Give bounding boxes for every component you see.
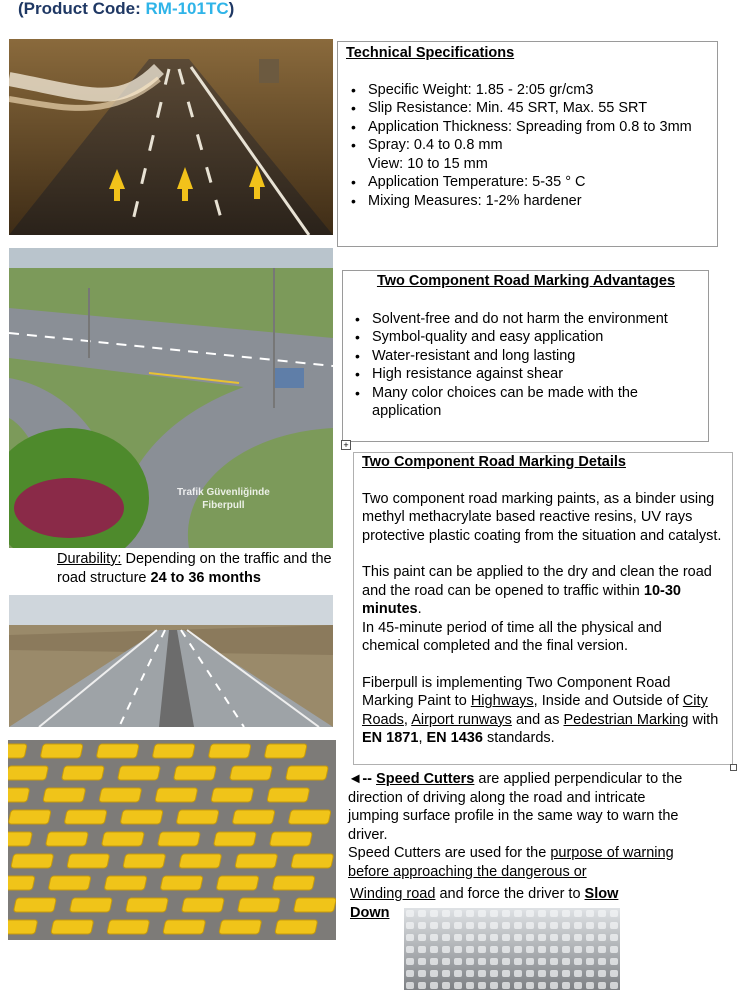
winding-road-text: Winding road	[350, 886, 436, 902]
technical-specifications-box	[337, 41, 718, 247]
advantage-item-shear: • High resistance against shear	[350, 365, 708, 384]
spec-item-spray	[346, 136, 707, 173]
usage-text-b: , Inside and Outside of	[533, 693, 683, 709]
standard-en1871: EN 1871	[362, 730, 419, 746]
usage-text-d: and as	[511, 711, 564, 728]
tactile-paving-photo	[404, 908, 620, 990]
spec-spray-view: View: 10 to 15 mm	[368, 155, 488, 172]
advantage-item-solvent: • Solvent-free and do not harm the environment	[350, 310, 708, 329]
spec-item-weight: • Specific Weight: 1.85 - 2:05 gr/cm3	[346, 81, 707, 100]
down-text: Down	[350, 905, 390, 921]
night-road-photo	[9, 39, 333, 235]
usage-text-g: standards.	[482, 730, 555, 746]
spec-item-thickness: • Application Thickness: Spreading from 0.8 to 3mm	[346, 118, 707, 137]
details-paragraph-binder: Two component road marking paints, as a binder using methyl methacrylate based reactive resins, UV rays protective plastic coating from the situation and catalyst.	[362, 490, 722, 544]
standard-en1436: EN 1436	[426, 730, 483, 746]
left-arrow-icon: ◄--	[348, 771, 377, 787]
advantage-item-colors: • Many color choices can be made with the application	[350, 384, 642, 421]
details-application-text: This paint can be applied to the dry and clean the road and the road can be opened to traffic within	[362, 564, 712, 599]
winding-road-line	[350, 885, 670, 904]
details-paragraph-application	[362, 563, 722, 619]
details-box	[353, 452, 733, 765]
airport-runways-link: Airport runways	[411, 711, 512, 728]
down-line	[350, 904, 389, 923]
usage-text-a: Fiberpull is implementing Two Component Road Marking Paint to	[362, 674, 671, 709]
details-application-time: 10-30 minutes	[362, 582, 681, 617]
spec-item-mixing: • Mixing Measures: 1-2% hardener	[346, 192, 707, 211]
spec-spray-text: Spray: 0.4 to 0.8 mm	[368, 137, 503, 153]
details-paragraph-period: In 45-minute period of time all the physical and chemical completed and the final version.	[362, 619, 662, 654]
details-application-end: .	[417, 601, 422, 617]
details-paragraph-usage	[362, 674, 724, 748]
speed-cutters-photo	[8, 740, 336, 940]
photo-watermark	[177, 486, 270, 512]
city-roads-link: City Roads	[362, 693, 708, 728]
watermark-line-1: Trafik Güvenliğinde	[177, 487, 270, 498]
durability-text	[57, 550, 342, 587]
spec-item-temperature: • Application Temperature: 5-35 ° C	[346, 173, 707, 192]
advantages-title: Two Component Road Marking Advantages	[376, 273, 676, 289]
technical-specifications-list	[346, 81, 707, 211]
speed-cutters-term: Speed Cutters	[376, 771, 475, 787]
slow-text: Slow	[584, 886, 619, 902]
durability-value: 24 to 36 months	[150, 569, 261, 586]
usage-text-f: ,	[418, 730, 427, 746]
speed-cutters-paragraph-2	[348, 844, 683, 881]
durability-description: Depending on the traffic and the road structure	[57, 551, 332, 586]
product-code-prefix: (Product Code:	[18, 0, 146, 18]
roundabout-photo	[9, 248, 333, 548]
pedestrian-marking-link: Pedestrian Marking	[563, 711, 689, 728]
product-code-heading	[18, 0, 234, 19]
move-handle-icon[interactable]: +	[341, 440, 351, 450]
watermark-line-2: Fiberpull	[202, 500, 245, 511]
product-code-value: RM-101TC	[145, 0, 229, 18]
resize-handle-icon[interactable]	[730, 764, 737, 771]
details-title: Two Component Road Marking Details	[362, 454, 626, 470]
spec-item-slip: • Slip Resistance: Min. 45 SRT, Max. 55 SRT	[346, 99, 707, 118]
speed-cutters-text	[348, 770, 683, 881]
durability-label: Durability:	[57, 551, 122, 567]
speed-cutters-use-text: Speed Cutters are used for the	[348, 845, 551, 861]
purpose-of-warning-text: purpose of warning before approaching the dangerous or	[348, 845, 674, 880]
highway-photo	[9, 595, 333, 727]
highways-link: Highways	[470, 693, 534, 709]
usage-text-c: ,	[403, 711, 412, 728]
usage-text-e: with	[688, 711, 719, 728]
advantages-box	[342, 270, 709, 442]
technical-specifications-title: Technical Specifications	[346, 45, 515, 61]
speed-cutters-description: are applied perpendicular to the direction of driving along the road and intricate jumping surface profile in the same way to warn the driver.	[348, 771, 683, 843]
advantage-item-water: • Water-resistant and long lasting	[350, 347, 708, 366]
advantages-list	[350, 310, 708, 421]
speed-cutters-paragraph-1	[348, 770, 683, 844]
product-code-suffix: )	[228, 0, 235, 18]
advantage-item-symbol: • Symbol-quality and easy application	[350, 328, 708, 347]
force-driver-text: and force the driver to	[435, 886, 585, 902]
